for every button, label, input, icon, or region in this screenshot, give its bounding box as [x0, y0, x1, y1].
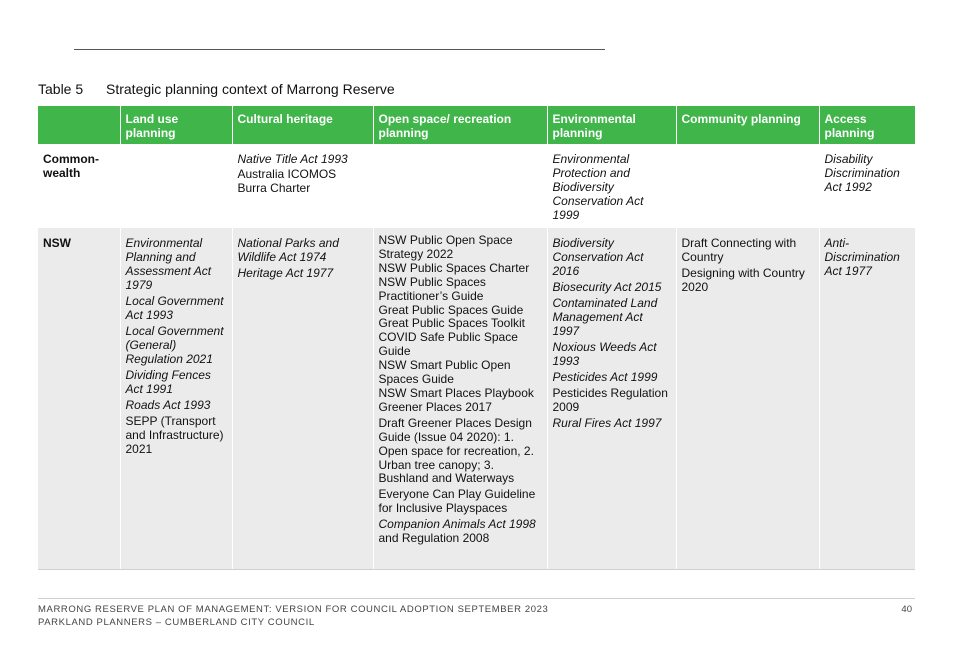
strategy-item: NSW Public Spaces Practitioner’s Guide [378, 274, 486, 303]
table-cell [547, 228, 676, 569]
table-caption [38, 81, 395, 97]
strategy-item: Great Public Spaces Toolkit [378, 316, 526, 331]
legislation-item: Heritage Act 1977 [237, 266, 334, 280]
legislation-item: Environmental Protection and Biodiversity Conservation Act 1999 [552, 152, 644, 222]
jurisdiction-label: Common- wealth [43, 152, 99, 180]
legislation-item: Contaminated Land Management Act 1997 [552, 296, 658, 338]
legislation-item: Environmental Planning and Assessment Act 1979 [125, 236, 212, 292]
jurisdiction-cell [38, 144, 120, 228]
legislation-item: Biodiversity Conservation Act 2016 [552, 236, 644, 278]
legislation-item: Companion Animals Act 1998 [378, 517, 536, 532]
header-rule [74, 49, 605, 50]
legislation-item: Local Government (General) Regulation 2021 [125, 324, 224, 366]
page-footer [38, 604, 548, 629]
header-cell: Environmental planning [547, 106, 676, 144]
legislation-item: Native Title Act 1993 [237, 152, 348, 166]
strategy-item: Draft Connecting with Country [681, 236, 797, 264]
header-cell [38, 106, 120, 144]
table-cell [373, 228, 547, 569]
table-cell [676, 144, 819, 228]
legislation-item: Noxious Weeds Act 1993 [552, 340, 657, 368]
table-cell [120, 144, 232, 228]
table-cell [232, 228, 373, 569]
legislation-item: Anti-Discrimination Act 1977 [824, 236, 900, 278]
legislation-item: Biosecurity Act 2015 [552, 280, 662, 294]
strategy-item: Greener Places 2017 [378, 399, 492, 414]
legislation-item: Disability Discrimination Act 1992 [824, 152, 900, 194]
legislation-item: SEPP (Transport and Infrastructure) 2021 [125, 414, 224, 456]
footer-author: PARKLAND PLANNERS – CUMBERLAND CITY COUNCIL [38, 616, 315, 628]
header-cell: Land use planning [120, 106, 232, 144]
table-cell [819, 228, 915, 569]
table-row [38, 144, 915, 228]
footer-rule [38, 598, 915, 599]
legislation-item: National Parks and Wildlife Act 1974 [237, 236, 339, 264]
strategy-item: NSW Smart Public Open Spaces Guide [378, 358, 511, 387]
table-number: Table 5 [38, 81, 84, 97]
page-number: 40 [901, 604, 912, 615]
strategy-item: Draft Greener Places Design Guide (Issue 04 2020): 1. Open space for recreation, 2. Urban tree canopy; 3. Bushland and Waterways [378, 415, 534, 486]
planning-context-table [38, 106, 915, 570]
strategy-item: NSW Public Spaces Charter [378, 260, 530, 275]
table-cell [819, 144, 915, 228]
table-row [38, 228, 915, 569]
table-title: Strategic planning context of Marrong Reserve [106, 81, 395, 97]
table-cell [120, 228, 232, 569]
legislation-item: Pesticides Act 1999 [552, 370, 658, 384]
table-cell [547, 144, 676, 228]
legislation-item: Roads Act 1993 [125, 398, 211, 412]
legislation-item: Local Government Act 1993 [125, 294, 224, 322]
strategy-item: Everyone Can Play Guideline for Inclusive Playspaces [378, 487, 536, 516]
strategy-item: Designing with Country 2020 [681, 266, 805, 294]
legislation-item: Rural Fires Act 1997 [552, 416, 662, 430]
legislation-item: Pesticides Regulation 2009 [552, 386, 668, 414]
table-cell [373, 144, 547, 228]
header-cell: Open space/ recreation planning [373, 106, 547, 144]
legislation-item: and Regulation 2008 [378, 531, 490, 546]
jurisdiction-cell: NSW [38, 228, 120, 569]
strategy-item: NSW Public Open Space Strategy 2022 [378, 233, 513, 261]
strategy-item: NSW Smart Places Playbook [378, 385, 534, 400]
header-cell: Access planning [819, 106, 915, 144]
header-cell: Cultural heritage [232, 106, 373, 144]
strategy-item: COVID Safe Public Space Guide [378, 330, 518, 359]
table-cell [676, 228, 819, 569]
table-header-row [38, 106, 915, 144]
legislation-item: Australia ICOMOS Burra Charter [237, 167, 337, 195]
footer-document-title: MARRONG RESERVE PLAN OF MANAGEMENT: VERSION FOR COUNCIL ADOPTION SEPTEMBER 2023 [38, 604, 549, 615]
legislation-item: Dividing Fences Act 1991 [125, 368, 211, 396]
strategy-item: Great Public Spaces Guide [378, 302, 524, 317]
table-cell [232, 144, 373, 228]
header-cell: Community planning [676, 106, 819, 144]
